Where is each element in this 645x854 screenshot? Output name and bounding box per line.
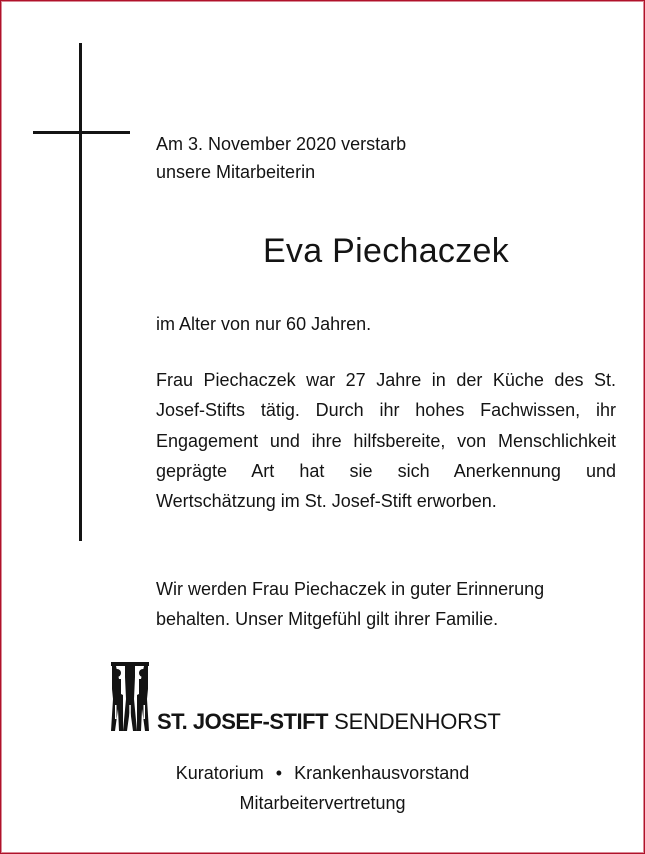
- age-line: im Alter von nur 60 Jahren.: [156, 314, 372, 334]
- deceased-name: Eva Piechaczek: [262, 232, 510, 270]
- intro-line-2: unsere Mitarbeiterin: [156, 162, 316, 182]
- intro-line-1: Am 3. November 2020 verstarb: [156, 134, 407, 154]
- signatory-kuratorium: Kuratorium: [175, 763, 264, 783]
- organization-name: [157, 708, 501, 736]
- signatory-krankenhausvorstand: Krankenhausvorstand: [294, 763, 470, 783]
- organization-name-strong: ST. JOSEF-STIFT: [157, 709, 328, 734]
- cross-horizontal-bar: [33, 131, 130, 134]
- signatories: [140, 758, 505, 818]
- bullet-separator: •: [275, 763, 283, 783]
- signatories-line-1: [140, 758, 505, 788]
- remembrance-line-2: behalten. Unser Mitgefühl gilt ihrer Familie.: [156, 609, 499, 629]
- signatory-mitarbeitervertretung: Mitarbeitervertretung: [239, 793, 406, 813]
- death-announcement-intro: [156, 130, 616, 186]
- remembrance-paragraph: [156, 574, 616, 634]
- organization-name-place: SENDENHORST: [334, 709, 501, 734]
- remembrance-line-1: Wir werden Frau Piechaczek in guter Erinnerung: [156, 579, 545, 599]
- tribute-paragraph: Frau Piechaczek war 27 Jahre in der Küche des St. Josef-Stifts tätig. Durch ihr hohes Fachwissen, ihr Engagement und ihre hilfsbereite, von Menschlichkeit geprägte Art hat sie sich Anerkennung und Wertschätzung im St. Josef-Stift erworben.: [156, 370, 616, 512]
- cross-vertical-bar: [79, 43, 82, 541]
- figures-logo-icon: [110, 659, 150, 733]
